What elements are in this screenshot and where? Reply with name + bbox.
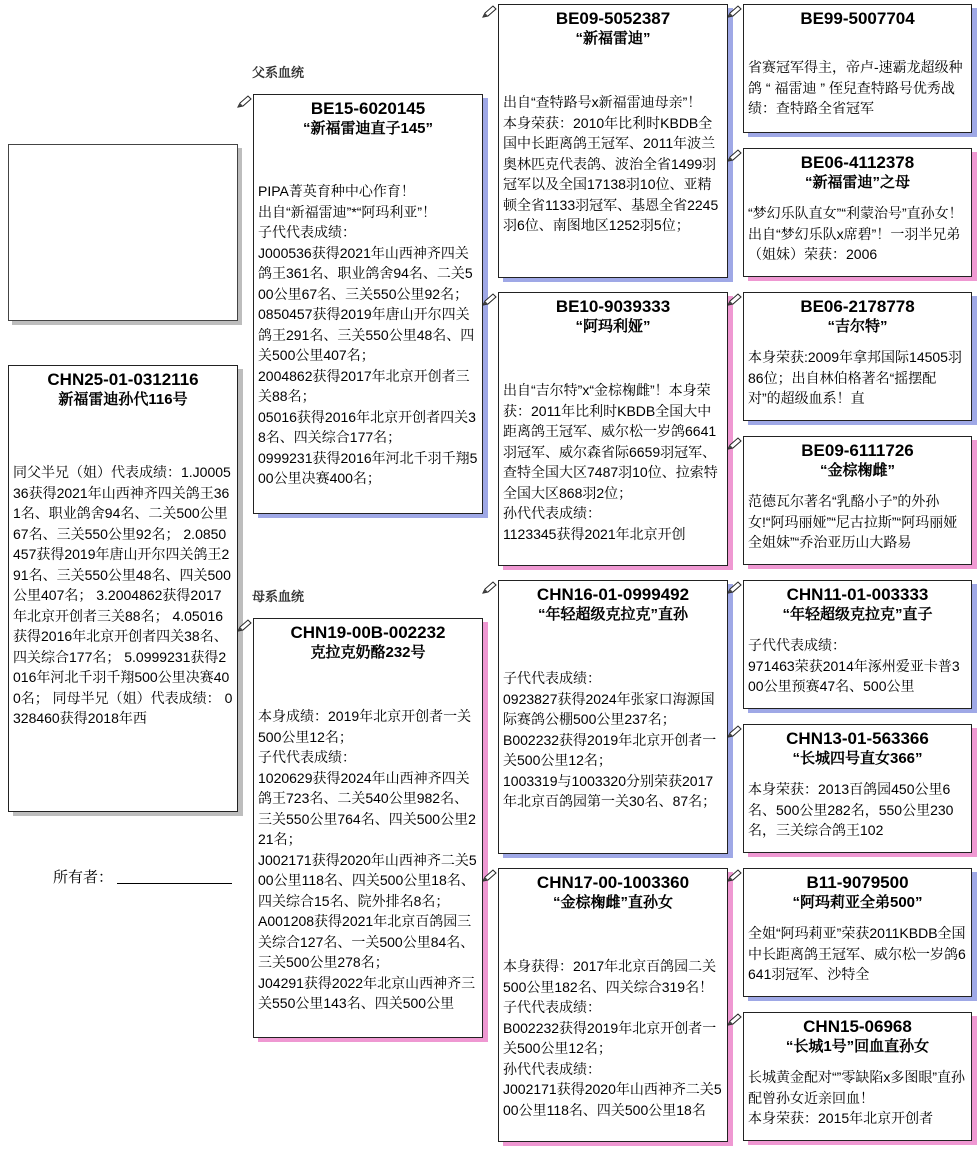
owner-field (53, 866, 232, 887)
dds-name: “阿玛莉亚全弟500” (792, 894, 923, 911)
pencil-edit-icon[interactable] (727, 581, 743, 595)
sire-dam-name: “阿玛利娅” (575, 318, 651, 335)
dds-description: 全姐“阿玛莉亚”荣获2011KBDB全国中长距离鸽王冠军、威尔松一岁鸽6641羽冠军、沙特全 (748, 925, 966, 982)
sire-dam-description: 出自“吉尔特”x“金棕椈雌”！本身荣获：2011年比利时KBDB全国大中距离鸽王冠军、威尔松一岁鸽6641羽冠军、威尔森省际6659羽冠军、查特全国大区7487羽10位、拉索特全国大区868羽2位； 孙代代表成绩： 1123345获得2021年北京开创 (503, 382, 718, 542)
pencil-edit-icon[interactable] (482, 293, 498, 307)
sire-dam-card (498, 292, 728, 566)
sire-sire-ring-number: BE09-5052387 (555, 9, 671, 28)
pencil-edit-icon[interactable] (727, 869, 743, 883)
sss-ring-number: BE99-5007704 (800, 9, 915, 28)
dsd-name: “长城四号直女366” (792, 750, 923, 767)
dsd-card (743, 724, 972, 853)
sire-sire-description: 出自“查特路号x新福雷迪母亲”！ 本身荣获：2010年比利时KBDB全国中长距离鸽王冠军、2011年波兰奥林匹克代表鸽、波治全省1499羽冠军以及全国17138羽10位、亚精顿全省1133羽冠军、基恩全省2245羽6位、南图地区1252羽5位； (503, 94, 719, 233)
sire-sire-card (498, 4, 728, 278)
subject-description: 同父半兄（姐）代表成绩：1.J000536获得2021年山西神齐四关鸽王361名、职业鸽舍94名、二关500公里67名、三关550公里92名； 2.0850457获得2019年唐山开尔四关鸽王291名、三关550公里48名、四关500公里407名； 3.2004862获得2017年北京开创者三关88名； 4.05016获得2016年北京开创者四关38名、四关综合177名； 5.0999231获得2016年河北千羽千翔500公里决赛400名； 同母半兄（姐）代表成绩： 0328460获得2018年西 (13, 464, 233, 726)
sire-description: PIPA菁英育种中心作育！ 出自“新福雷迪”*“阿玛利亚”！ 子代代表成绩： J000536获得2021年山西神齐四关鸽王361名、职业鸽舍94名、二关500公里67名、三关550公里92名； 0850457获得2019年唐山开尔四关鸽王291名、三关550公里48名、四关500公里407名； 2004862获得2017年北京开创者三关88名； 05016获得2016年北京开创者四关38名、四关综合177名； 0999231获得2016年河北千羽千翔500公里决赛400名； (258, 183, 478, 486)
pigeon-photo-placeholder (8, 144, 238, 321)
sire-name: “新福雷迪直子145” (302, 120, 434, 137)
dam-sire-ring-number: CHN16-01-0999492 (536, 585, 690, 604)
pencil-edit-icon[interactable] (482, 869, 498, 883)
sss-card (743, 4, 972, 133)
pencil-edit-icon[interactable] (727, 293, 743, 307)
ddd-description: 长城黄金配对“”零缺陷x多图眼”直孙配曾孙女近亲回血！ 本身荣获：2015年北京开创者 (748, 1069, 965, 1126)
sds-card (743, 292, 972, 421)
dam-sire-description: 子代代表成绩： 0923827获得2024年张家口海源国际赛鸽公棚500公里237名； B002232获得2019年北京开创者一关500公里12名； 1003319与1003320分别荣获2017年北京百鸽园第一关30名、87名； (503, 670, 717, 809)
dam-dam-description: 本身获得：2017年北京百鸽园二关500公里182名、四关综合319名！ 子代代表成绩： B002232获得2019年北京开创者一关500公里12名； 孙代代表成绩： J002171获得2020年山西神齐二关500公里118名、四关500公里18名 (503, 958, 722, 1118)
dds-card (743, 868, 972, 997)
ssd-ring-number: BE06-4112378 (800, 153, 915, 172)
dds-ring-number: B11-9079500 (806, 873, 909, 892)
pencil-edit-icon[interactable] (727, 5, 743, 19)
dam-dam-card (498, 868, 728, 1142)
dsd-ring-number: CHN13-01-563366 (786, 729, 929, 748)
pencil-edit-icon[interactable] (237, 95, 253, 109)
dam-description: 本身成绩：2019年北京开创者一关500公里12名； 子代代表成绩： 1020629获得2024年山西神齐四关鸽王723名、二关540公里982名、三关550公里764名、四关500公里221名； J002171获得2020年山西神齐二关500公里118名、四关500公里18名、四关综合15名、院外排名8名； A001208获得2021年北京百鸽园三关综合127名、一关500公里84名、三关500公里278名； J04291获得2022年北京山西神齐三关550公里143名、四关500公里 (258, 708, 477, 1011)
sss-description: 省赛冠军得主，帝卢-速霸龙超级种鸽 “ 福雷迪 ” 侄兒查特路号优秀战绩：查特路全省冠军 (748, 59, 963, 116)
dam-card (253, 618, 483, 1038)
ddd-card (743, 1012, 972, 1141)
sds-description: 本身荣获:2009年拿邦国际14505羽86位；出自林伯格著名“摇摆配对”的超级血系！直 (748, 349, 962, 406)
owner-label: 所有者： (53, 869, 114, 886)
subject-name: 新福雷迪孙代116号 (58, 391, 188, 408)
pencil-edit-icon[interactable] (727, 437, 743, 451)
pencil-edit-icon[interactable] (237, 619, 253, 633)
owner-blank-line[interactable] (117, 870, 232, 884)
dam-name: 克拉克奶酪232号 (310, 644, 426, 661)
dam-ring-number: CHN19-00B-002232 (290, 623, 446, 642)
ddd-name: “长城1号”回血直孙女 (785, 1038, 930, 1055)
dam-sire-name: “年轻超级克拉克”直孙 (537, 606, 688, 623)
ssd-card (743, 148, 972, 277)
pencil-edit-icon[interactable] (482, 581, 498, 595)
sire-dam-ring-number: BE10-9039333 (555, 297, 671, 316)
dss-card (743, 580, 972, 709)
sds-name: “吉尔特” (827, 318, 888, 335)
sire-card (253, 94, 483, 514)
sire-line-label: 父系血统 (252, 65, 305, 80)
sdd-description: 范德瓦尔著名“乳酪小子”的外孙女!“阿玛丽娅”“尼古拉斯”“阿玛丽娅全姐妹”“乔治亚历山大路易 (748, 493, 958, 550)
sdd-name: “金棕椈雌” (819, 462, 895, 479)
ssd-description: “梦幻乐队直女”“利蒙治号”直孙女！出自“梦幻乐队x席碧”！一羽半兄弟（姐妹）荣获：2006 (748, 205, 963, 262)
ddd-ring-number: CHN15-06968 (803, 1017, 912, 1036)
dam-sire-card (498, 580, 728, 854)
pencil-edit-icon[interactable] (727, 149, 743, 163)
dss-ring-number: CHN11-01-003333 (786, 585, 929, 604)
sire-ring-number: BE15-6020145 (310, 99, 426, 118)
subject-ring-number: CHN25-01-0312116 (47, 370, 199, 389)
sire-sire-name: “新福雷迪” (575, 30, 651, 47)
dam-line-label: 母系血统 (252, 589, 305, 604)
pencil-edit-icon[interactable] (727, 725, 743, 739)
dam-dam-name: “金棕椈雌”直孙女 (552, 894, 673, 911)
dss-description: 子代代表成绩： 971463荣获2014年涿州爱亚卡普300公里预赛47名、500公里 (748, 637, 960, 694)
sds-ring-number: BE06-2178778 (800, 297, 915, 316)
pencil-edit-icon[interactable] (482, 5, 498, 19)
dsd-description: 本身荣获：2013百鸽园450公里6名、500公里282名，550公里230名，三关综合鸽王102 (748, 781, 954, 838)
sdd-card (743, 436, 972, 565)
dss-name: “年轻超级克拉克”直子 (782, 606, 933, 623)
ssd-name: “新福雷迪”之母 (804, 174, 910, 191)
pencil-edit-icon[interactable] (727, 1013, 743, 1027)
dam-dam-ring-number: CHN17-00-1003360 (536, 873, 690, 892)
sdd-ring-number: BE09-6111726 (801, 441, 914, 460)
subject-card (8, 365, 238, 812)
